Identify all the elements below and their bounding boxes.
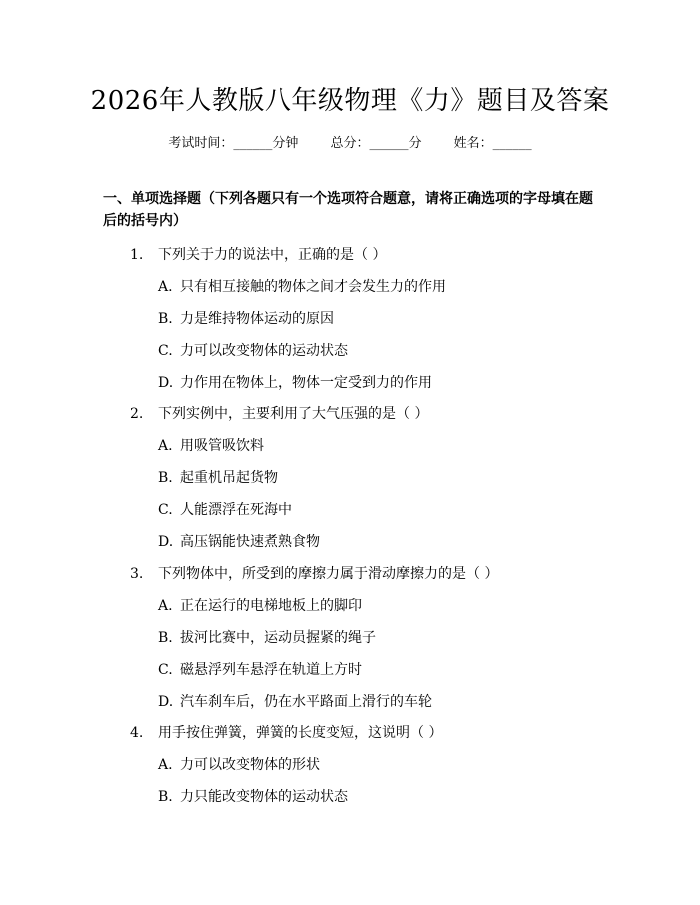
option-letter: A. [158,757,173,773]
question-4-option-b [158,786,348,806]
option-text: 力可以改变物体的运动状态 [180,343,348,359]
option-text: 人能漂浮在死海中 [180,502,292,518]
option-text: 力可以改变物体的形状 [180,757,320,773]
option-text: 磁悬浮列车悬浮在轨道上方时 [180,662,362,678]
question-text: 下列实例中，主要利用了大气压强的是（ ） [158,406,429,422]
question-2-option-b [158,467,278,487]
question-1-option-a [158,276,446,296]
exam-meta [0,132,700,151]
option-letter: C. [158,502,173,518]
option-letter: D. [158,694,174,710]
option-text: 力作用在物体上，物体一定受到力的作用 [180,375,432,391]
option-letter: A. [158,598,173,614]
question-2-option-c [158,499,292,519]
option-letter: A. [158,438,173,454]
section-heading: 一、单项选择题（下列各题只有一个选项符合题意，请将正确选项的字母填在题后的括号内） [103,191,593,229]
question-2-option-d [158,531,320,551]
option-text: 力是维持物体运动的原因 [180,311,334,327]
question-3 [130,563,498,583]
option-text: 汽车刹车后，仍在水平路面上滑行的车轮 [180,694,432,710]
question-1-option-b [158,308,334,328]
option-text: 正在运行的电梯地板上的脚印 [180,598,362,614]
question-3-option-c [158,659,362,679]
question-1-option-c [158,340,348,360]
question-number: 3. [130,566,144,582]
question-3-option-a [158,595,362,615]
question-1-option-d [158,372,432,392]
option-letter: C. [158,343,173,359]
question-text: 用手按住弹簧，弹簧的长度变短，这说明（ ） [158,725,443,741]
option-text: 拔河比赛中，运动员握紧的绳子 [180,630,376,646]
question-2 [130,403,428,423]
option-letter: B. [158,630,173,646]
option-letter: B. [158,311,173,327]
option-letter: D. [158,534,174,550]
option-letter: A. [158,279,173,295]
question-text: 下列物体中，所受到的摩擦力属于滑动摩擦力的是（ ） [158,566,499,582]
question-number: 4. [130,725,144,741]
student-name-field: 姓名：______ [453,136,532,151]
option-text: 力只能改变物体的运动状态 [180,789,348,805]
question-2-option-a [158,435,264,455]
question-1 [130,244,386,264]
exam-time-field: 考试时间：______分钟 [168,136,299,151]
option-text: 起重机吊起货物 [180,470,278,486]
option-letter: D. [158,375,174,391]
question-3-option-b [158,627,376,647]
total-score-field: 总分：______分 [330,136,422,151]
option-text: 用吸管吸饮料 [180,438,264,454]
option-text: 只有相互接触的物体之间才会发生力的作用 [180,279,446,295]
page-title: 2026年人教版八年级物理《力》题目及答案 [90,86,610,116]
question-text: 下列关于力的说法中，正确的是（ ） [158,247,387,263]
question-number: 2. [130,406,144,422]
question-4-option-a [158,754,320,774]
question-3-option-d [158,691,432,711]
question-number: 1. [130,247,144,263]
option-letter: C. [158,662,173,678]
option-letter: B. [158,789,173,805]
option-text: 高压锅能快速煮熟食物 [180,534,320,550]
option-letter: B. [158,470,173,486]
question-4 [130,722,442,742]
